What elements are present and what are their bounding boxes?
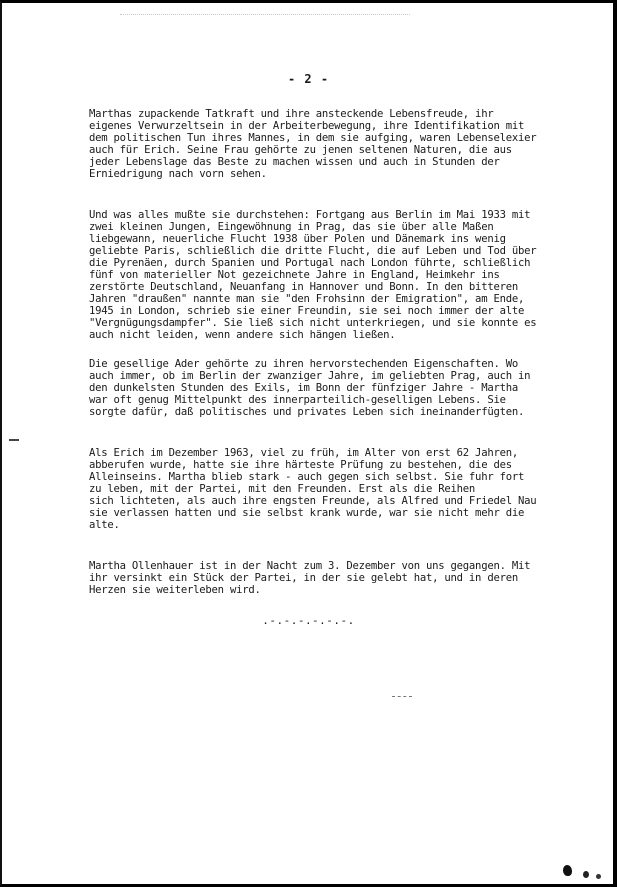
closing-separator: .-.-.-.-.-.-. xyxy=(262,614,355,627)
scan-artifact-blob xyxy=(583,871,589,878)
scan-artifact-top xyxy=(120,14,410,16)
paragraph-erich-tod: Als Erich im Dezember 1963, viel zu früh, im Alter von erst 62 Jahren, abberufen wurde, hatte sie ihre härteste Prüfung zu bestehen, die des Alleinseins. Martha blieb stark - auch gegen sich selbst. Sie fuhr fort zu leben, mit der Partei, mit den Freunden. Erst als die Reihen sich lichteten, als auch ihre engsten Freunde, als Alfred und Friedel Nau sie verlassen hatten und sie selbst krank wurde, war sie nicht mehr die alte. xyxy=(89,447,537,531)
scan-artifact-blob xyxy=(563,865,572,876)
paragraph-gesellige-ader: Die gesellige Ader gehörte zu ihren hervorstechenden Eigenschaften. Wo auch immer, ob im Berlin der zwanziger Jahre, im geliebten Prag, auch in den dunkelsten Stunden des Exils, im Bonn der fünfziger Jahre - Martha war oft genug Mittelpunkt des innerparteilich-geselligen Lebens. Sie sorgte dafür, daß politisches und privates Leben sich ineinanderfügten. xyxy=(89,358,531,418)
paragraph-nachruf: Martha Ollenhauer ist in der Nacht zum 3. Dezember von uns gegangen. Mit ihr versinkt ein Stück der Partei, in der sie gelebt hat, und in deren Herzen sie weiterleben wird. xyxy=(89,560,531,596)
page-number: - 2 - xyxy=(287,72,330,86)
document-body xyxy=(89,108,537,596)
scan-artifact-blob xyxy=(596,874,601,879)
paragraph-lebensfreude: Marthas zupackende Tatkraft und ihre ansteckende Lebensfreude, ihr eigenes Verwurzeltsein in der Arbeiterbewegung, ihre Identifikation mit dem politischen Tun ihres Mannes, in dem sie aufging, waren Lebenselexier auch für Erich. Seine Frau gehörte zu jenen seltenen Naturen, die aus jeder Lebenslage das Beste zu machen wissen und auch in Stunden der Erniedrigung nach vorn sehen. xyxy=(89,108,537,180)
margin-mark xyxy=(9,439,19,441)
paragraph-flucht: Und was alles mußte sie durchstehen: Fortgang aus Berlin im Mai 1933 mit zwei kleinen Jungen, Eingewöhnung in Prag, das sie über alle Maßen liebgewann, neuerliche Flucht 1938 über Polen und Dänemark ins wenig geliebte Paris, schließlich die dritte Flucht, die auf Leben und Tod über die Pyrenäen, durch Spanien und Portugal nach London führte, schließlich fünf von materieller Not gezeichnete Jahre in England, Heimkehr ins zerstörte Deutschland, Neuanfang in Hannover und Bonn. In den bitteren Jahren "draußen" nannte man sie "den Frohsinn der Emigration", am Ende, 1945 in London, schrieb sie einer Freundin, sie sei noch immer der alte "Vergnügungsdampfer". Sie ließ sich nicht unterkriegen, und sie konnte es auch nicht leiden, wenn andere sich hängen ließen. xyxy=(89,209,537,341)
scan-artifact-dash xyxy=(392,696,412,698)
